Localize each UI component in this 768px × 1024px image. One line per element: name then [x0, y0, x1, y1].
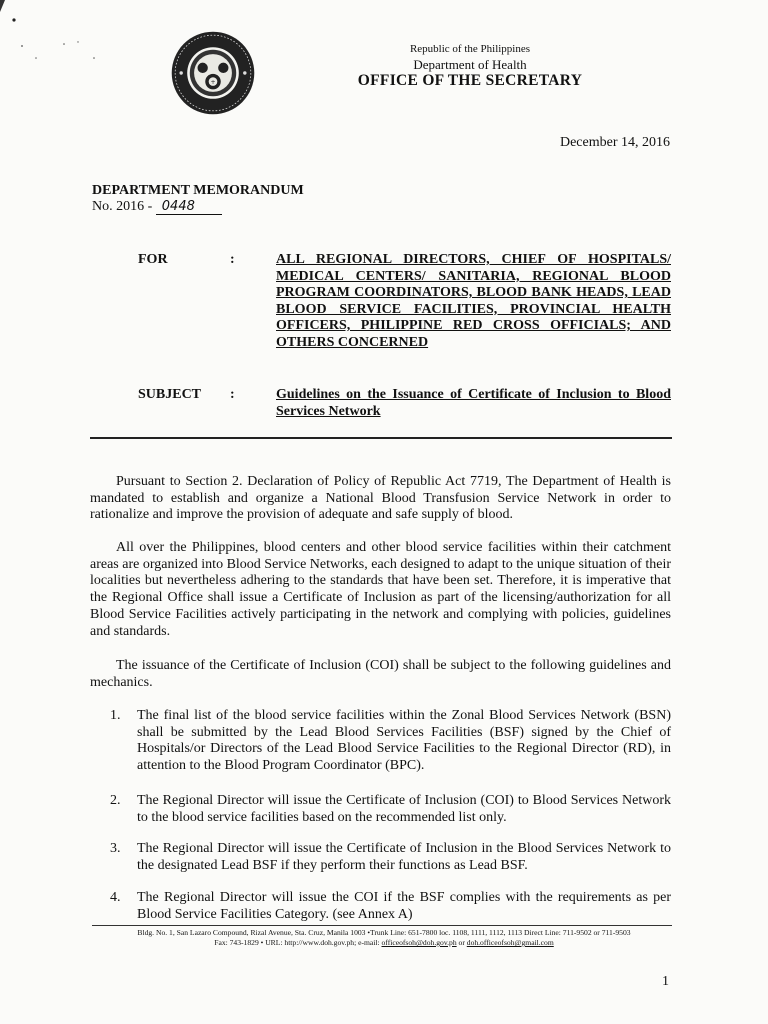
for-label: FOR	[138, 252, 168, 267]
memo-title: DEPARTMENT MEMORANDUM	[92, 183, 304, 198]
memo-number-handwritten: 0448	[156, 200, 222, 215]
memo-date: December 14, 2016	[559, 135, 670, 150]
subject-colon: :	[230, 387, 235, 402]
footer-divider	[92, 925, 672, 926]
paragraph-3: The issuance of the Certificate of Inclusion (COI) shall be subject to the following guidelines and mechanics.	[90, 658, 671, 690]
scan-specks	[0, 0, 120, 80]
list-item	[110, 708, 671, 775]
page-number: 1	[662, 974, 669, 989]
footer-fax-url: Fax: 743-1829 • URL: http://www.doh.gov.ph; e-mail:	[214, 938, 380, 947]
footer-email-1[interactable]: officeofsoh@doh.gov.ph	[381, 938, 457, 947]
list-item	[110, 841, 671, 874]
list-item	[110, 890, 671, 923]
header-divider	[90, 437, 672, 439]
footer-address: Bldg. No. 1, San Lazaro Compound, Rizal Avenue, Sta. Cruz, Manila 1003 •Trunk Line: 651-7800 loc. 1108, 1111, 1112, 1113 Direct Line: 711-9502 or 711-9503	[137, 928, 631, 937]
for-recipients: ALL REGIONAL DIRECTORS, CHIEF OF HOSPITALS/ MEDICAL CENTERS/ SANITARIA, REGIONAL BLOOD PROGRAM COORDINATORS, BLOOD BANK HEADS, LEAD BLOOD SERVICE FACILITIES, PROVINCIAL HEALTH OFFICERS, PHILIPPINE RED CROSS OFFICIALS; AND OTHERS CONCERNED	[276, 252, 671, 350]
list-item-number: 3.	[110, 841, 121, 856]
svg-text:+: +	[210, 79, 216, 87]
for-colon: :	[230, 252, 235, 267]
doh-seal-logo	[170, 30, 256, 116]
footer-contact	[60, 938, 708, 947]
subject-text: Guidelines on the Issuance of Certificate of Inclusion to Blood Services Network	[276, 387, 671, 419]
subject-label: SUBJECT	[138, 387, 202, 402]
list-item-text: The Regional Director will issue the Certificate of Inclusion in the Blood Services Network to the designated Lead BSF if they perform their functions as Lead BSF.	[137, 841, 671, 873]
list-item-text: The Regional Director will issue the COI if the BSF complies with the requirements as per Blood Service Facilities Category. (see Annex A)	[137, 890, 671, 922]
list-item-number: 4.	[110, 890, 121, 905]
paragraph-1: Pursuant to Section 2. Declaration of Policy of Republic Act 7719, The Department of Health is mandated to establish and organize a National Blood Transfusion Service Network in order to rationalize and improve the provision of adequate and safe supply of blood.	[90, 474, 671, 523]
memo-number-prefix: No. 2016 -	[92, 199, 153, 214]
list-item-text: The final list of the blood service facilities within the Zonal Blood Services Network (BSN) shall be submitted by the Lead Blood Services Facilities (BSF) signed by the Chief of Hospitals/or Directors of the Lead Blood Service Facilities to the Regional Director (RD), in attention to the Blood Program Coordinator (BPC).	[137, 708, 671, 774]
list-item-number: 2.	[110, 793, 121, 808]
list-item-text: The Regional Director will issue the Certificate of Inclusion (COI) to Blood Services Network to the blood service facilities based on the recommended list only.	[137, 793, 671, 825]
header-republic: Republic of the Philippines	[409, 43, 531, 55]
header-office: OFFICE OF THE SECRETARY	[357, 72, 583, 89]
header-department: Department of Health	[413, 57, 527, 72]
list-item	[110, 793, 671, 826]
footer-email-2[interactable]: doh.officeofsoh@gmail.com	[466, 938, 554, 947]
memo-number	[92, 199, 222, 215]
paragraph-2: All over the Philippines, blood centers and other blood service facilities within their catchment areas are organized into Blood Service Networks, each designed to adapt to the unique situation of their localities but nevertheless adhering to the standards that have been set. Therefore, it is imperative that the Regional Office shall issue a Certificate of Inclusion as part of the licensing/authorization for all Blood Service Facilities actively participating in the network and complying with policies, guidelines and standards.	[90, 540, 671, 639]
footer-or: or	[458, 938, 465, 947]
list-item-number: 1.	[110, 708, 121, 723]
